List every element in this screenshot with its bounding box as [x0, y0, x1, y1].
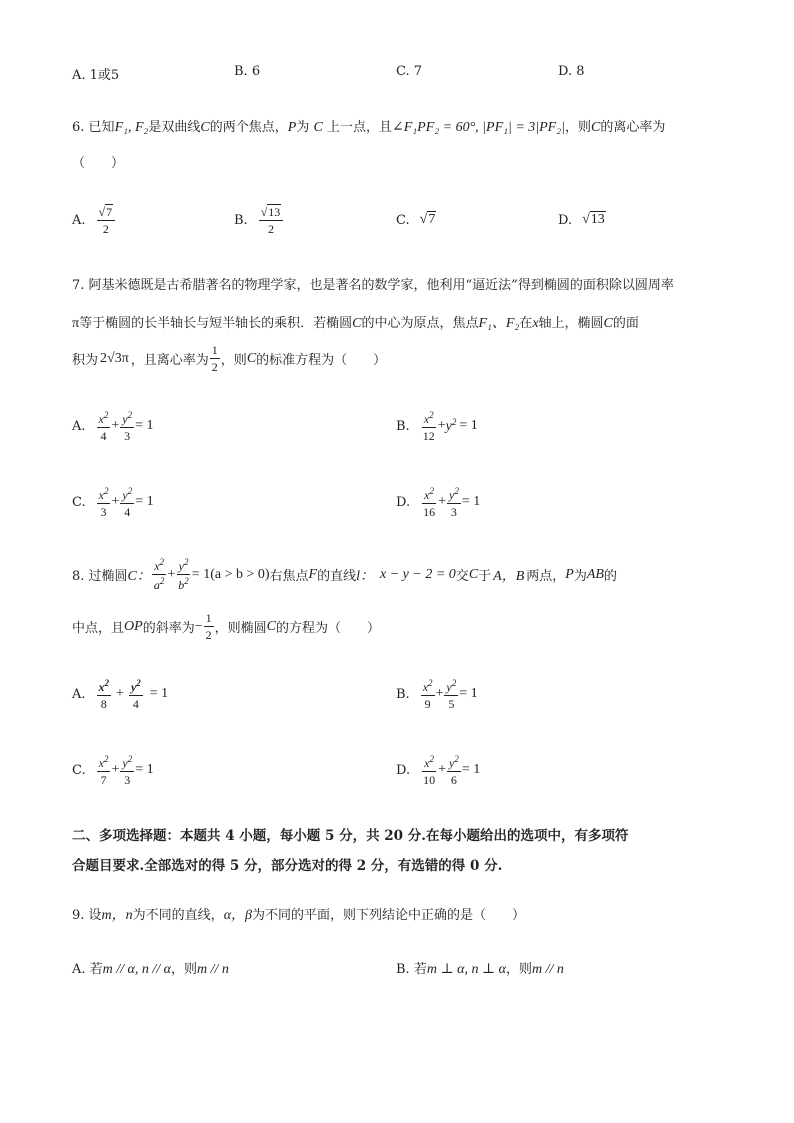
fraction: [120, 487, 134, 518]
fraction: [97, 487, 111, 518]
q8-text: 于: [478, 569, 492, 584]
q7-text: 在: [519, 316, 533, 331]
denominator: 2: [267, 221, 274, 236]
var: x: [422, 679, 429, 694]
q6-option-a[interactable]: [72, 202, 116, 238]
q9-lines: m，n: [101, 908, 133, 923]
q9-condition: m // α, n // α: [102, 962, 172, 977]
exp: 2: [159, 576, 165, 586]
q8-focus: F: [308, 566, 318, 582]
exp: 2: [451, 677, 457, 688]
q8-points: A，B: [493, 568, 525, 584]
q6-text: 已知: [88, 120, 115, 135]
q7-area: 2√3π: [100, 350, 129, 366]
q9-text: ，则: [505, 962, 532, 977]
exp: 2: [454, 753, 459, 764]
option-label: A.: [72, 212, 86, 228]
q9-planes: α，β: [223, 908, 253, 923]
denominator: 6: [450, 772, 457, 787]
var: x: [423, 411, 430, 426]
denominator: 5: [448, 696, 455, 711]
exp: 2: [103, 485, 109, 496]
q8-text: 的: [603, 569, 617, 584]
option-label: B. 若: [396, 962, 427, 977]
q8-text: 交: [455, 569, 469, 584]
numerator: 1: [211, 343, 218, 357]
sqrt-icon: √7: [419, 212, 436, 227]
q7-curve: C: [352, 316, 362, 331]
denominator: 9: [424, 696, 431, 711]
plus: +: [116, 686, 124, 701]
denominator: 12: [422, 428, 435, 443]
q6-option-c[interactable]: [396, 202, 436, 238]
fraction: [97, 411, 111, 442]
q7-option-b[interactable]: [396, 408, 478, 444]
fraction: [421, 679, 435, 710]
var: x: [98, 679, 105, 694]
fraction: [97, 679, 112, 710]
denominator: 2: [211, 360, 218, 374]
equals-one: = 1: [461, 494, 481, 509]
equals-one: = 1: [459, 686, 478, 701]
q6-text: 的离心率为: [600, 120, 666, 135]
var: y: [130, 679, 137, 694]
equals-one: = 1: [135, 494, 154, 509]
q7-option-a[interactable]: [72, 408, 154, 444]
q9-text: 为不同的平面，则下列结论中正确的是（ ）: [252, 908, 526, 923]
var: y: [449, 755, 455, 770]
var: y: [122, 411, 128, 426]
q7-foci: F₁、F₂: [478, 316, 520, 331]
exp: 2: [159, 557, 165, 567]
q6-curve: C: [590, 120, 601, 135]
q6-option-d[interactable]: [558, 202, 606, 238]
q8-condition: = 1(a > b > 0): [191, 566, 270, 582]
fraction: [204, 612, 214, 641]
var: a: [153, 578, 160, 592]
fraction: [152, 558, 167, 591]
q8-text: 右焦点: [269, 569, 309, 584]
exp: 2: [429, 753, 434, 764]
plus: +: [438, 494, 446, 509]
q7-axis: x: [532, 316, 539, 331]
q7-text: 的面: [612, 316, 639, 331]
q5-option-a[interactable]: A. 1或5: [72, 68, 120, 83]
q8-option-a[interactable]: [72, 676, 168, 712]
denominator: 3: [124, 428, 131, 443]
fraction: [421, 487, 437, 518]
q7-eccentricity: [210, 344, 220, 373]
q8-text: 的直线: [317, 569, 357, 584]
fraction: [97, 755, 111, 786]
equals-one: = 1: [135, 418, 154, 433]
q8-text: 8. 过椭圆: [72, 569, 128, 584]
option-label: A.: [72, 418, 86, 434]
denominator: 4: [100, 428, 107, 443]
q9-result: m // n: [197, 962, 229, 977]
denominator: 4: [132, 696, 139, 711]
option-label: A.: [72, 686, 86, 702]
q9-stem: [72, 904, 525, 924]
q8-text: ，则椭圆: [214, 621, 267, 636]
option-label: D.: [558, 212, 573, 228]
q6-number: 6.: [72, 120, 85, 135]
q8-line1: [72, 558, 617, 591]
fraction: [120, 755, 134, 786]
q8-text: 的斜率为: [142, 621, 195, 636]
q6-curve: C: [200, 120, 210, 135]
q9-text: ，则: [171, 962, 198, 977]
fraction: [176, 558, 191, 591]
radicand: 7: [106, 204, 113, 219]
var: y: [122, 755, 128, 770]
q6-stem: [72, 116, 665, 136]
option-label: D.: [396, 494, 411, 510]
q6-text: 的两个焦点，: [209, 120, 288, 135]
var: x: [98, 411, 104, 426]
q8-text: 两点，: [526, 569, 566, 584]
q6-option-a-frac: [97, 206, 116, 235]
sqrt-icon: √13: [260, 204, 281, 219]
exp: 2: [429, 485, 434, 496]
q6-foci: F₁, F₂: [114, 120, 149, 135]
denominator: 10: [423, 772, 436, 787]
var: b: [178, 578, 185, 592]
denominator: 8: [100, 696, 107, 711]
denominator: 16: [423, 504, 436, 519]
equals-one: = 1: [149, 686, 169, 701]
fraction: [444, 679, 458, 710]
q6-condition: ∠F₁PF₂ = 60°, |PF₁| = 3|PF₂|: [392, 120, 565, 135]
q8-option-c[interactable]: [72, 752, 154, 788]
var: x: [154, 559, 160, 573]
sqrt-icon: √13: [582, 212, 605, 227]
q6-text: 是双曲线: [148, 120, 201, 135]
exp: 2: [429, 409, 434, 420]
q9-text: 9. 设: [72, 908, 102, 923]
q9-option-a[interactable]: [72, 958, 229, 978]
q7-line3: [72, 344, 386, 373]
fraction: [421, 755, 437, 786]
equals-one: = 1: [459, 418, 478, 433]
q7-text: ，且离心率为: [130, 353, 209, 368]
exp: 2: [127, 409, 133, 420]
var: x: [424, 755, 430, 770]
exp: 2: [428, 677, 433, 688]
q5-option-c[interactable]: C. 7: [396, 64, 423, 79]
equals-one: = 1: [461, 762, 481, 777]
var: y: [445, 419, 452, 434]
radicand: 7: [428, 212, 436, 227]
q8-line2: [72, 612, 380, 641]
var: x: [98, 755, 104, 770]
option-label: C.: [72, 762, 86, 778]
plus: +: [438, 762, 446, 777]
q9-text: 为不同的直线，: [132, 908, 224, 923]
q7-curve: C: [603, 316, 613, 331]
plus: +: [111, 494, 120, 509]
q8-curve: C: [266, 618, 276, 634]
option-label: C.: [396, 212, 410, 228]
var: y: [122, 487, 128, 502]
q9-result: m // n: [531, 962, 564, 977]
q8-option-d[interactable]: [396, 752, 480, 788]
denominator: 3: [124, 772, 131, 787]
q6-option-b[interactable]: [234, 202, 284, 238]
denominator: 2: [205, 628, 212, 642]
denominator: 2: [102, 221, 109, 236]
var: y: [178, 559, 184, 573]
q8-curve: C：: [127, 568, 151, 584]
q7-text: 等于椭圆的长半轴长与短半轴长的乘积．若椭圆: [79, 316, 353, 331]
q6-options: [72, 202, 732, 246]
q7-text: 的标准方程为（ ）: [256, 353, 387, 368]
exp: 2: [127, 485, 133, 496]
exp: 2: [136, 677, 141, 688]
q8-line: l：: [356, 568, 375, 584]
option-label: B.: [396, 686, 410, 702]
q7-curve: C: [246, 350, 257, 366]
option-label: A. 若: [72, 962, 103, 977]
exp: 2: [103, 753, 109, 764]
denominator: 3: [450, 504, 457, 519]
q8-line-eq: x − y − 2 = 0: [380, 566, 456, 582]
q6-text: 上一点，且: [326, 120, 392, 135]
section2-line2: 合题目要求.全部选对的得 5 分，部分选对的得 2 分，有选错的得 0 分.: [72, 858, 503, 874]
fraction: [421, 411, 437, 442]
pi-symbol: π: [72, 316, 80, 331]
q7-option-c[interactable]: [72, 484, 154, 520]
q6-text: 为: [296, 120, 310, 135]
q8-segment: AB: [586, 566, 604, 582]
radicand: 13: [590, 212, 605, 227]
plus: +: [111, 762, 120, 777]
q7-line2: [72, 312, 639, 332]
q8-text: 中点，且: [72, 621, 125, 636]
fraction: [129, 679, 143, 710]
plus: +: [111, 418, 120, 433]
equals-one: = 1: [135, 762, 154, 777]
plus: +: [437, 418, 446, 433]
q8-point: P: [565, 566, 574, 582]
option-label: D.: [396, 762, 411, 778]
exp: 2: [454, 485, 459, 496]
fraction: [447, 487, 461, 518]
var: x: [98, 487, 104, 502]
q9-option-b[interactable]: [396, 958, 564, 978]
q7-text: ，则: [220, 353, 247, 368]
denominator: 4: [124, 504, 131, 519]
fraction: [120, 411, 134, 442]
minus-sign: −: [194, 618, 203, 634]
section2-line1: 二、多项选择题：本题共 4 小题，每小题 5 分，共 20 分.在每小题给出的选项中，有多项符: [72, 828, 629, 844]
sqrt-icon: √7: [98, 204, 113, 219]
plus: +: [167, 566, 176, 582]
q8-text: 为: [573, 569, 587, 584]
q8-curve: C: [468, 566, 479, 582]
fraction: [447, 755, 461, 786]
q7-text: 的中心为原点，焦点: [361, 316, 479, 331]
q9-condition: m ⊥ α, n ⊥ α: [426, 962, 506, 977]
option-label: C.: [72, 494, 86, 510]
q6-option-b-frac: [259, 206, 284, 235]
plus: +: [435, 686, 444, 701]
var: y: [449, 487, 455, 502]
q7-option-d[interactable]: [396, 484, 480, 520]
q5-option-b[interactable]: B. 6: [234, 64, 261, 79]
option-label: B.: [234, 212, 248, 228]
q6-curve: C: [313, 120, 323, 135]
q7-text: 积为: [72, 353, 99, 368]
radicand: 13: [268, 204, 281, 219]
q8-option-b[interactable]: [396, 676, 478, 712]
q5-option-d[interactable]: D. 8: [558, 64, 585, 79]
q5-options: [72, 64, 732, 88]
exp: 2: [184, 576, 189, 586]
numerator: 1: [205, 611, 212, 625]
exp: 2: [127, 753, 133, 764]
denominator: 3: [100, 504, 107, 519]
q6-paren: （ ）: [72, 156, 125, 171]
q6-text: ，则: [564, 120, 591, 135]
q8-op: OP: [124, 618, 143, 634]
q8-text: 的方程为（ ）: [275, 621, 380, 636]
exp: 2: [183, 557, 189, 567]
exp: 2: [103, 409, 109, 420]
option-label: B.: [396, 418, 410, 434]
var: y: [446, 679, 452, 694]
exp: 2: [451, 417, 457, 427]
exp: 2: [104, 677, 110, 688]
q7-line1: 7. 阿基米德既是古希腊著名的物理学家，也是著名的数学家，他利用“逼近法”得到椭圆的面积除以圆周率: [72, 278, 674, 293]
q6-point: P: [287, 120, 297, 135]
var: x: [424, 487, 430, 502]
q7-text: 轴上，椭圆: [538, 316, 604, 331]
denominator: 7: [100, 772, 107, 787]
